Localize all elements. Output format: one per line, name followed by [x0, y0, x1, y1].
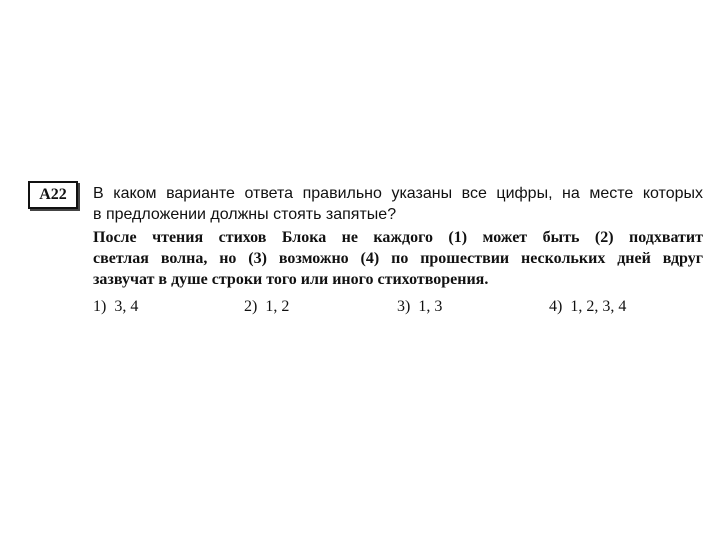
sentence-line-3: зазвучат в душе строки того или иного стихотворения. — [93, 271, 489, 288]
sentence-line-2: светлая волна, но (3) возможно (4) по прошествии нескольких дней вдруг — [93, 250, 703, 267]
sentence-line-1: После чтения стихов Блока не каждого (1) может быть (2) подхватит — [93, 229, 703, 246]
question-line-1: В каком варианте ответа правильно указаны все цифры, на месте которых — [93, 185, 703, 202]
task-number-label: A22 — [28, 181, 78, 209]
answer-number: 2) — [244, 298, 258, 315]
task-sentence — [93, 227, 703, 290]
answer-option-4[interactable] — [549, 296, 626, 317]
answer-value: 1, 2, 3, 4 — [570, 298, 627, 315]
question-text — [93, 183, 703, 225]
question-line-2: в предложении должны стоять запятые? — [93, 206, 397, 223]
answer-options — [0, 296, 720, 318]
answer-number: 3) — [397, 298, 411, 315]
answer-value: 1, 3 — [418, 298, 443, 315]
answer-value: 3, 4 — [114, 298, 139, 315]
answer-number: 1) — [93, 298, 107, 315]
answer-option-1[interactable] — [93, 296, 138, 317]
answer-number: 4) — [549, 298, 563, 315]
answer-value: 1, 2 — [265, 298, 290, 315]
answer-option-2[interactable] — [244, 296, 289, 317]
answer-option-3[interactable] — [397, 296, 442, 317]
